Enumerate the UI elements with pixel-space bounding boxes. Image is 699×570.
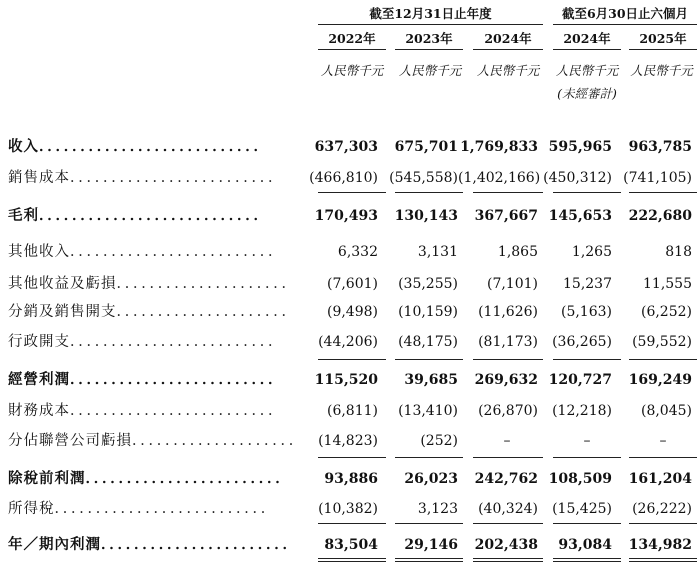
row-value: (252) bbox=[420, 433, 458, 449]
row-label: 毛利．．．．．．．．．．．．．．．．．．．．．．．．．．． bbox=[8, 207, 269, 224]
subtotal-rule bbox=[629, 192, 697, 193]
row-label: 其他收益及虧損．．．．．．．．．．．．．．．．．．．．． bbox=[8, 276, 297, 292]
row-value: (59,552) bbox=[632, 334, 692, 350]
row-value: 130,143 bbox=[394, 208, 458, 224]
subtotal-rule bbox=[553, 523, 621, 524]
row-value: (11,626) bbox=[478, 304, 538, 320]
subtotal-rule bbox=[395, 359, 463, 360]
row-label: 銷售成本．．．．．．．．．．．．．．．．．．．．．．．．． bbox=[8, 170, 284, 186]
table-row bbox=[0, 400, 699, 422]
row-value: 3,131 bbox=[417, 244, 458, 260]
subtotal-rule bbox=[629, 457, 697, 458]
row-value: (48,175) bbox=[398, 334, 458, 350]
row-label: 其他收入．．．．．．．．．．．．．．．．．．．．．．．．． bbox=[8, 244, 284, 260]
table-row bbox=[0, 167, 699, 189]
total-double-rule bbox=[553, 558, 621, 559]
row-value: – bbox=[659, 433, 667, 449]
row-value: 145,653 bbox=[548, 208, 612, 224]
header-unit-2024-interim: 人民幣千元 bbox=[555, 63, 619, 78]
row-value: 169,249 bbox=[628, 372, 692, 388]
row-value: (6,811) bbox=[326, 403, 378, 419]
table-row bbox=[0, 430, 699, 452]
row-value: (81,173) bbox=[478, 334, 538, 350]
row-value: (6,252) bbox=[640, 304, 692, 320]
header-unit-2025-interim: 人民幣千元 bbox=[630, 63, 693, 78]
total-double-rule bbox=[395, 558, 463, 559]
row-value: (15,425) bbox=[552, 501, 612, 517]
row-value: (7,101) bbox=[486, 276, 538, 292]
row-value: 161,204 bbox=[628, 471, 692, 487]
row-value: 595,965 bbox=[548, 139, 612, 155]
total-double-rule bbox=[473, 558, 543, 559]
subtotal-rule bbox=[318, 457, 386, 458]
row-label: 行政開支．．．．．．．．．．．．．．．．．．．．．．．．． bbox=[8, 334, 284, 350]
table-row bbox=[0, 301, 699, 323]
row-value: (35,255) bbox=[398, 276, 458, 292]
row-value: (1,402,166) bbox=[458, 170, 541, 186]
row-value: 3,123 bbox=[417, 501, 458, 517]
row-value: (741,105) bbox=[623, 170, 692, 186]
header-unit-2022: 人民幣千元 bbox=[320, 63, 384, 78]
row-value: 120,727 bbox=[548, 372, 612, 388]
subtotal-rule bbox=[473, 359, 543, 360]
total-double-rule bbox=[553, 561, 621, 562]
subtotal-rule bbox=[629, 523, 697, 524]
subtotal-rule bbox=[629, 359, 697, 360]
table-row bbox=[0, 331, 699, 353]
table-row bbox=[0, 136, 699, 158]
subtotal-rule bbox=[553, 192, 621, 193]
header-group-annual: 截至12月31日止年度 bbox=[318, 6, 543, 25]
row-value: (44,206) bbox=[318, 334, 378, 350]
table-row bbox=[0, 273, 699, 295]
row-value: 222,680 bbox=[628, 208, 692, 224]
row-value: 6,332 bbox=[337, 244, 378, 260]
subtotal-rule bbox=[473, 457, 543, 458]
row-value: (10,159) bbox=[398, 304, 458, 320]
table-row bbox=[0, 205, 699, 227]
row-label: 財務成本．．．．．．．．．．．．．．．．．．．．．．．．． bbox=[8, 403, 284, 419]
row-value: 93,084 bbox=[558, 537, 612, 553]
row-value: 108,509 bbox=[548, 471, 612, 487]
row-value: 675,701 bbox=[394, 139, 458, 155]
subtotal-rule bbox=[395, 457, 463, 458]
row-value: 134,982 bbox=[628, 537, 692, 553]
row-value: (466,810) bbox=[309, 170, 378, 186]
table-row bbox=[0, 369, 699, 391]
total-double-rule bbox=[473, 561, 543, 562]
row-value: (40,324) bbox=[478, 501, 538, 517]
row-value: (7,601) bbox=[326, 276, 378, 292]
row-value: (10,382) bbox=[318, 501, 378, 517]
row-value: 11,555 bbox=[643, 276, 692, 292]
total-double-rule bbox=[629, 561, 697, 562]
row-label: 分銷及銷售開支．．．．．．．．．．．．．．．．．．．．． bbox=[8, 304, 297, 320]
row-value: 29,146 bbox=[404, 537, 458, 553]
row-value: 1,769,833 bbox=[460, 139, 538, 155]
row-value: 93,886 bbox=[324, 471, 378, 487]
total-double-rule bbox=[629, 558, 697, 559]
total-double-rule bbox=[318, 558, 386, 559]
row-value: (13,410) bbox=[398, 403, 458, 419]
subtotal-rule bbox=[318, 523, 386, 524]
subtotal-rule bbox=[553, 457, 621, 458]
row-value: 1,265 bbox=[571, 244, 612, 260]
row-value: (9,498) bbox=[326, 304, 378, 320]
row-label: 所得稅．．．．．．．．．．．．．．．．．．．．．．．．．． bbox=[8, 501, 277, 517]
row-value: – bbox=[583, 433, 591, 449]
header-unaudited-note: (未經審計) bbox=[557, 86, 617, 101]
subtotal-rule bbox=[318, 192, 386, 193]
row-value: (26,222) bbox=[632, 501, 692, 517]
row-label: 分佔聯營公司虧損．．．．．．．．．．．．．．．．．．．． bbox=[8, 433, 304, 449]
subtotal-rule bbox=[395, 523, 463, 524]
row-value: 1,865 bbox=[497, 244, 538, 260]
header-unit-2024: 人民幣千元 bbox=[476, 63, 540, 78]
row-value: 269,632 bbox=[474, 372, 538, 388]
header-year-2022: 2022年 bbox=[318, 31, 386, 50]
row-value: 26,023 bbox=[404, 471, 458, 487]
subtotal-rule bbox=[395, 192, 463, 193]
row-value: 39,685 bbox=[404, 372, 458, 388]
row-value: – bbox=[503, 433, 511, 449]
row-value: 637,303 bbox=[314, 139, 378, 155]
row-label: 收入．．．．．．．．．．．．．．．．．．．．．．．．．．． bbox=[8, 138, 269, 155]
header-year-2024-interim: 2024年 bbox=[553, 31, 621, 50]
header-group-interim: 截至6月30日止六個月 bbox=[553, 6, 697, 25]
row-value: (450,312) bbox=[543, 170, 612, 186]
header-year-2024: 2024年 bbox=[473, 31, 543, 50]
row-value: 818 bbox=[665, 244, 692, 260]
subtotal-rule bbox=[553, 359, 621, 360]
header-year-2023: 2023年 bbox=[395, 31, 463, 50]
subtotal-rule bbox=[473, 192, 543, 193]
row-label: 除稅前利潤．．．．．．．．．．．．．．．．．．．．．．．． bbox=[8, 470, 291, 487]
row-value: (8,045) bbox=[640, 403, 692, 419]
row-value: 202,438 bbox=[474, 537, 538, 553]
row-value: (14,823) bbox=[318, 433, 378, 449]
row-label: 年／期內利潤．．．．．．．．．．．．．．．．．．．．．．． bbox=[8, 536, 298, 553]
table-row bbox=[0, 498, 699, 520]
row-value: (26,870) bbox=[478, 403, 538, 419]
table-row bbox=[0, 241, 699, 263]
row-value: 170,493 bbox=[314, 208, 378, 224]
total-double-rule bbox=[395, 561, 463, 562]
row-value: 15,237 bbox=[563, 276, 612, 292]
subtotal-rule bbox=[318, 359, 386, 360]
total-double-rule bbox=[318, 561, 386, 562]
table-row bbox=[0, 468, 699, 490]
subtotal-rule bbox=[473, 523, 543, 524]
row-value: 367,667 bbox=[474, 208, 538, 224]
header-year-2025-interim: 2025年 bbox=[629, 31, 697, 50]
row-value: (5,163) bbox=[560, 304, 612, 320]
row-value: (545,558) bbox=[389, 170, 458, 186]
row-value: 963,785 bbox=[628, 139, 692, 155]
row-value: (36,265) bbox=[552, 334, 612, 350]
row-value: 242,762 bbox=[474, 471, 538, 487]
row-label: 經營利潤．．．．．．．．．．．．．．．．．．．．．．．．． bbox=[8, 371, 284, 388]
header-unit-2023: 人民幣千元 bbox=[398, 63, 462, 78]
row-value: 115,520 bbox=[314, 372, 378, 388]
table-row bbox=[0, 534, 699, 556]
row-value: (12,218) bbox=[552, 403, 612, 419]
row-value: 83,504 bbox=[324, 537, 378, 553]
